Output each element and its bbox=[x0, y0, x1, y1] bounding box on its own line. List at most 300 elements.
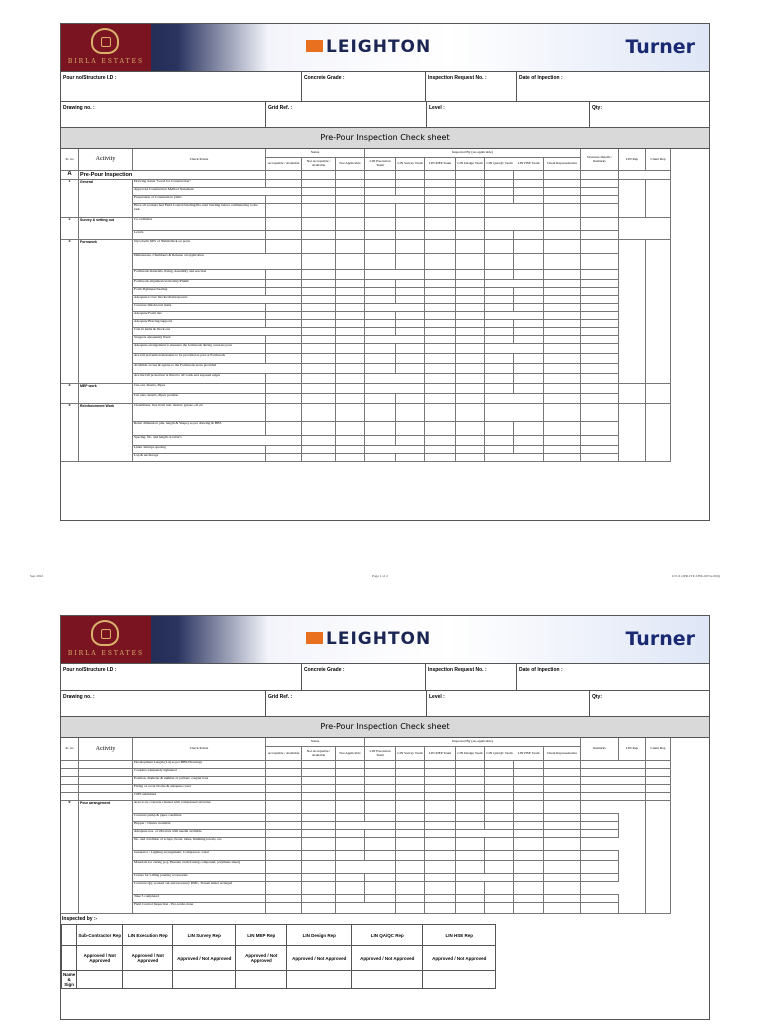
status-cell[interactable] bbox=[581, 785, 619, 793]
status-cell[interactable] bbox=[514, 344, 544, 354]
status-cell[interactable] bbox=[514, 851, 544, 861]
status-cell[interactable] bbox=[456, 769, 485, 777]
status-cell[interactable] bbox=[514, 874, 544, 882]
status-cell[interactable] bbox=[514, 830, 544, 838]
status-cell[interactable] bbox=[425, 882, 456, 895]
status-cell[interactable] bbox=[456, 218, 485, 231]
lin-rep-sign-cell[interactable] bbox=[619, 801, 646, 914]
status-cell[interactable] bbox=[425, 280, 456, 288]
status-cell[interactable] bbox=[514, 861, 544, 874]
status-cell[interactable] bbox=[365, 882, 396, 895]
status-cell[interactable] bbox=[425, 814, 456, 822]
status-cell[interactable] bbox=[456, 404, 485, 422]
status-cell[interactable] bbox=[456, 231, 485, 240]
status-cell[interactable] bbox=[266, 304, 302, 312]
status-cell[interactable] bbox=[336, 240, 365, 254]
approval-row-cell[interactable]: Approved / Not Approved bbox=[423, 946, 496, 971]
status-cell[interactable] bbox=[485, 364, 514, 374]
status-cell[interactable] bbox=[485, 761, 514, 769]
status-cell[interactable] bbox=[302, 218, 336, 231]
status-cell[interactable] bbox=[581, 851, 619, 861]
status-cell[interactable] bbox=[485, 204, 514, 218]
status-cell[interactable] bbox=[336, 180, 365, 188]
status-cell[interactable] bbox=[514, 204, 544, 218]
status-cell[interactable] bbox=[396, 793, 425, 801]
status-cell[interactable] bbox=[485, 861, 514, 874]
status-cell[interactable] bbox=[514, 296, 544, 304]
status-cell[interactable] bbox=[266, 785, 302, 793]
status-cell[interactable] bbox=[514, 196, 544, 204]
status-cell[interactable] bbox=[485, 320, 514, 328]
status-cell[interactable] bbox=[266, 328, 302, 336]
status-cell[interactable] bbox=[619, 785, 646, 793]
status-cell[interactable] bbox=[365, 822, 396, 830]
status-cell[interactable] bbox=[336, 793, 365, 801]
status-cell[interactable] bbox=[302, 344, 336, 354]
signature-cell[interactable] bbox=[123, 971, 173, 989]
status-cell[interactable] bbox=[425, 874, 456, 882]
status-cell[interactable] bbox=[456, 454, 485, 462]
status-cell[interactable] bbox=[544, 838, 581, 851]
status-cell[interactable] bbox=[266, 374, 302, 384]
status-cell[interactable] bbox=[336, 344, 365, 354]
status-cell[interactable] bbox=[456, 446, 485, 454]
status-cell[interactable] bbox=[485, 328, 514, 336]
status-cell[interactable] bbox=[266, 240, 302, 254]
status-cell[interactable] bbox=[514, 231, 544, 240]
status-cell[interactable] bbox=[514, 761, 544, 769]
status-cell[interactable] bbox=[544, 336, 581, 344]
status-cell[interactable] bbox=[266, 296, 302, 304]
status-cell[interactable] bbox=[336, 188, 365, 196]
status-cell[interactable] bbox=[544, 793, 581, 801]
status-cell[interactable] bbox=[514, 304, 544, 312]
status-cell[interactable] bbox=[456, 296, 485, 304]
status-cell[interactable] bbox=[302, 436, 336, 446]
status-cell[interactable] bbox=[456, 801, 485, 814]
status-cell[interactable] bbox=[266, 874, 302, 882]
status-cell[interactable] bbox=[485, 218, 514, 231]
status-cell[interactable] bbox=[581, 296, 619, 304]
status-cell[interactable] bbox=[336, 454, 365, 462]
status-cell[interactable] bbox=[302, 364, 336, 374]
status-cell[interactable] bbox=[544, 320, 581, 328]
status-cell[interactable] bbox=[365, 180, 396, 188]
status-cell[interactable] bbox=[396, 422, 425, 436]
status-cell[interactable] bbox=[544, 344, 581, 354]
status-cell[interactable] bbox=[581, 830, 619, 838]
status-cell[interactable] bbox=[581, 903, 619, 914]
status-cell[interactable] bbox=[425, 777, 456, 785]
status-cell[interactable] bbox=[365, 204, 396, 218]
status-cell[interactable] bbox=[396, 394, 425, 404]
qty-field[interactable]: Qty: bbox=[592, 105, 602, 111]
status-cell[interactable] bbox=[581, 196, 619, 204]
status-cell[interactable] bbox=[485, 903, 514, 914]
status-cell[interactable] bbox=[581, 422, 619, 436]
status-cell[interactable] bbox=[396, 769, 425, 777]
client-rep-sign-cell[interactable] bbox=[646, 218, 671, 240]
status-cell[interactable] bbox=[336, 903, 365, 914]
status-cell[interactable] bbox=[336, 838, 365, 851]
status-cell[interactable] bbox=[581, 364, 619, 374]
client-rep-sign-cell[interactable] bbox=[646, 384, 671, 404]
status-cell[interactable] bbox=[581, 354, 619, 364]
status-cell[interactable] bbox=[485, 196, 514, 204]
status-cell[interactable] bbox=[365, 384, 396, 394]
signature-cell[interactable] bbox=[352, 971, 423, 989]
status-cell[interactable] bbox=[581, 761, 619, 769]
status-cell[interactable] bbox=[266, 204, 302, 218]
status-cell[interactable] bbox=[302, 204, 336, 218]
status-cell[interactable] bbox=[266, 312, 302, 320]
status-cell[interactable] bbox=[456, 364, 485, 374]
status-cell[interactable] bbox=[266, 254, 302, 270]
status-cell[interactable] bbox=[425, 364, 456, 374]
status-cell[interactable] bbox=[581, 769, 619, 777]
status-cell[interactable] bbox=[514, 903, 544, 914]
status-cell[interactable] bbox=[302, 188, 336, 196]
status-cell[interactable] bbox=[544, 769, 581, 777]
status-cell[interactable] bbox=[581, 240, 619, 254]
lin-rep-sign-cell[interactable] bbox=[619, 218, 646, 240]
status-cell[interactable] bbox=[544, 280, 581, 288]
qty-field-2[interactable]: Qty: bbox=[592, 694, 602, 700]
status-cell[interactable] bbox=[544, 851, 581, 861]
status-cell[interactable] bbox=[336, 231, 365, 240]
status-cell[interactable] bbox=[544, 180, 581, 188]
status-cell[interactable] bbox=[456, 882, 485, 895]
status-cell[interactable] bbox=[396, 761, 425, 769]
status-cell[interactable] bbox=[514, 374, 544, 384]
status-cell[interactable] bbox=[544, 422, 581, 436]
status-cell[interactable] bbox=[302, 895, 336, 903]
status-cell[interactable] bbox=[365, 240, 396, 254]
status-cell[interactable] bbox=[581, 180, 619, 188]
status-cell[interactable] bbox=[544, 288, 581, 296]
status-cell[interactable] bbox=[514, 270, 544, 280]
status-cell[interactable] bbox=[365, 374, 396, 384]
status-cell[interactable] bbox=[365, 254, 396, 270]
status-cell[interactable] bbox=[581, 320, 619, 328]
approval-row-cell[interactable]: Approved / Not Approved bbox=[77, 946, 123, 971]
status-cell[interactable] bbox=[365, 814, 396, 822]
status-cell[interactable] bbox=[336, 785, 365, 793]
status-cell[interactable] bbox=[485, 336, 514, 344]
status-cell[interactable] bbox=[544, 296, 581, 304]
status-cell[interactable] bbox=[266, 336, 302, 344]
client-rep-sign-cell[interactable] bbox=[646, 240, 671, 384]
status-cell[interactable] bbox=[514, 769, 544, 777]
status-cell[interactable] bbox=[336, 822, 365, 830]
status-cell[interactable] bbox=[456, 204, 485, 218]
status-cell[interactable] bbox=[302, 777, 336, 785]
status-cell[interactable] bbox=[336, 288, 365, 296]
status-cell[interactable] bbox=[302, 861, 336, 874]
status-cell[interactable] bbox=[456, 188, 485, 196]
status-cell[interactable] bbox=[266, 830, 302, 838]
pour-structure-id-field-2[interactable]: Pour no/Structure I.D : bbox=[61, 664, 302, 690]
status-cell[interactable] bbox=[396, 296, 425, 304]
status-cell[interactable] bbox=[396, 364, 425, 374]
status-cell[interactable] bbox=[581, 814, 619, 822]
status-cell[interactable] bbox=[514, 354, 544, 364]
status-cell[interactable] bbox=[485, 769, 514, 777]
status-cell[interactable] bbox=[266, 404, 302, 422]
status-cell[interactable] bbox=[456, 761, 485, 769]
status-cell[interactable] bbox=[302, 280, 336, 288]
status-cell[interactable] bbox=[336, 384, 365, 394]
lin-rep-sign-cell[interactable] bbox=[619, 384, 646, 404]
status-cell[interactable] bbox=[396, 240, 425, 254]
pour-structure-id-field[interactable]: Pour no/Structure I.D : bbox=[61, 72, 302, 101]
status-cell[interactable] bbox=[456, 180, 485, 188]
status-cell[interactable] bbox=[266, 270, 302, 280]
status-cell[interactable] bbox=[514, 454, 544, 462]
status-cell[interactable] bbox=[425, 422, 456, 436]
status-cell[interactable] bbox=[336, 830, 365, 838]
status-cell[interactable] bbox=[544, 328, 581, 336]
status-cell[interactable] bbox=[425, 454, 456, 462]
status-cell[interactable] bbox=[266, 454, 302, 462]
status-cell[interactable] bbox=[396, 231, 425, 240]
status-cell[interactable] bbox=[514, 254, 544, 270]
concrete-grade-field-2[interactable]: Concrete Grade : bbox=[302, 664, 426, 690]
status-cell[interactable] bbox=[581, 801, 619, 814]
status-cell[interactable] bbox=[336, 254, 365, 270]
status-cell[interactable] bbox=[266, 288, 302, 296]
grid-ref-field[interactable]: Grid Ref. : bbox=[266, 102, 427, 127]
status-cell[interactable] bbox=[266, 280, 302, 288]
status-cell[interactable] bbox=[514, 822, 544, 830]
status-cell[interactable] bbox=[302, 793, 336, 801]
status-cell[interactable] bbox=[266, 364, 302, 374]
status-cell[interactable] bbox=[396, 270, 425, 280]
status-cell[interactable] bbox=[514, 394, 544, 404]
status-cell[interactable] bbox=[514, 280, 544, 288]
status-cell[interactable] bbox=[485, 814, 514, 822]
status-cell[interactable] bbox=[365, 801, 396, 814]
status-cell[interactable] bbox=[456, 814, 485, 822]
status-cell[interactable] bbox=[425, 312, 456, 320]
status-cell[interactable] bbox=[456, 344, 485, 354]
status-cell[interactable] bbox=[425, 288, 456, 296]
client-rep-sign-cell[interactable] bbox=[646, 801, 671, 914]
status-cell[interactable] bbox=[302, 312, 336, 320]
status-cell[interactable] bbox=[544, 785, 581, 793]
status-cell[interactable] bbox=[544, 874, 581, 882]
status-cell[interactable] bbox=[336, 374, 365, 384]
signature-cell[interactable] bbox=[173, 971, 236, 989]
status-cell[interactable] bbox=[544, 801, 581, 814]
status-cell[interactable] bbox=[456, 336, 485, 344]
drawing-no-field-2[interactable]: Drawing no. : bbox=[61, 691, 266, 716]
status-cell[interactable] bbox=[581, 384, 619, 394]
status-cell[interactable] bbox=[456, 785, 485, 793]
status-cell[interactable] bbox=[425, 851, 456, 861]
status-cell[interactable] bbox=[485, 288, 514, 296]
status-cell[interactable] bbox=[396, 822, 425, 830]
status-cell[interactable] bbox=[581, 280, 619, 288]
status-cell[interactable] bbox=[302, 296, 336, 304]
status-cell[interactable] bbox=[266, 188, 302, 196]
signature-cell[interactable] bbox=[77, 971, 123, 989]
status-cell[interactable] bbox=[365, 188, 396, 196]
approval-row-cell[interactable]: Approved / Not Approved bbox=[352, 946, 423, 971]
status-cell[interactable] bbox=[544, 394, 581, 404]
status-cell[interactable] bbox=[485, 446, 514, 454]
status-cell[interactable] bbox=[514, 188, 544, 196]
status-cell[interactable] bbox=[425, 270, 456, 280]
status-cell[interactable] bbox=[425, 895, 456, 903]
status-cell[interactable] bbox=[581, 436, 619, 446]
status-cell[interactable] bbox=[365, 320, 396, 328]
status-cell[interactable] bbox=[485, 830, 514, 838]
status-cell[interactable] bbox=[336, 436, 365, 446]
status-cell[interactable] bbox=[581, 328, 619, 336]
status-cell[interactable] bbox=[544, 404, 581, 422]
status-cell[interactable] bbox=[485, 270, 514, 280]
status-cell[interactable] bbox=[266, 895, 302, 903]
status-cell[interactable] bbox=[396, 830, 425, 838]
status-cell[interactable] bbox=[514, 312, 544, 320]
status-cell[interactable] bbox=[485, 312, 514, 320]
approval-row-cell[interactable]: Approved / Not Approved bbox=[123, 946, 173, 971]
status-cell[interactable] bbox=[514, 218, 544, 231]
status-cell[interactable] bbox=[425, 861, 456, 874]
status-cell[interactable] bbox=[425, 446, 456, 454]
status-cell[interactable] bbox=[456, 312, 485, 320]
status-cell[interactable] bbox=[646, 777, 671, 785]
status-cell[interactable] bbox=[581, 793, 619, 801]
status-cell[interactable] bbox=[302, 446, 336, 454]
status-cell[interactable] bbox=[425, 785, 456, 793]
status-cell[interactable] bbox=[302, 822, 336, 830]
status-cell[interactable] bbox=[425, 304, 456, 312]
status-cell[interactable] bbox=[336, 874, 365, 882]
status-cell[interactable] bbox=[456, 895, 485, 903]
status-cell[interactable] bbox=[456, 374, 485, 384]
status-cell[interactable] bbox=[365, 446, 396, 454]
status-cell[interactable] bbox=[485, 785, 514, 793]
status-cell[interactable] bbox=[302, 874, 336, 882]
status-cell[interactable] bbox=[396, 446, 425, 454]
status-cell[interactable] bbox=[581, 874, 619, 882]
status-cell[interactable] bbox=[646, 769, 671, 777]
status-cell[interactable] bbox=[425, 344, 456, 354]
status-cell[interactable] bbox=[302, 374, 336, 384]
status-cell[interactable] bbox=[396, 785, 425, 793]
status-cell[interactable] bbox=[581, 188, 619, 196]
status-cell[interactable] bbox=[485, 188, 514, 196]
status-cell[interactable] bbox=[456, 838, 485, 851]
status-cell[interactable] bbox=[336, 777, 365, 785]
status-cell[interactable] bbox=[396, 304, 425, 312]
status-cell[interactable] bbox=[425, 231, 456, 240]
status-cell[interactable] bbox=[302, 270, 336, 280]
status-cell[interactable] bbox=[514, 895, 544, 903]
status-cell[interactable] bbox=[266, 218, 302, 231]
status-cell[interactable] bbox=[456, 354, 485, 364]
status-cell[interactable] bbox=[485, 851, 514, 861]
status-cell[interactable] bbox=[302, 196, 336, 204]
status-cell[interactable] bbox=[336, 814, 365, 822]
status-cell[interactable] bbox=[514, 364, 544, 374]
status-cell[interactable] bbox=[396, 861, 425, 874]
status-cell[interactable] bbox=[485, 280, 514, 288]
status-cell[interactable] bbox=[544, 882, 581, 895]
status-cell[interactable] bbox=[544, 254, 581, 270]
status-cell[interactable] bbox=[266, 446, 302, 454]
status-cell[interactable] bbox=[544, 861, 581, 874]
status-cell[interactable] bbox=[425, 769, 456, 777]
status-cell[interactable] bbox=[456, 240, 485, 254]
status-cell[interactable] bbox=[485, 354, 514, 364]
status-cell[interactable] bbox=[514, 814, 544, 822]
status-cell[interactable] bbox=[365, 851, 396, 861]
status-cell[interactable] bbox=[581, 254, 619, 270]
status-cell[interactable] bbox=[266, 384, 302, 394]
status-cell[interactable] bbox=[581, 838, 619, 851]
status-cell[interactable] bbox=[544, 895, 581, 903]
status-cell[interactable] bbox=[266, 793, 302, 801]
status-cell[interactable] bbox=[302, 384, 336, 394]
status-cell[interactable] bbox=[581, 231, 619, 240]
status-cell[interactable] bbox=[266, 822, 302, 830]
signature-cell[interactable] bbox=[236, 971, 287, 989]
status-cell[interactable] bbox=[396, 188, 425, 196]
status-cell[interactable] bbox=[514, 404, 544, 422]
status-cell[interactable] bbox=[302, 404, 336, 422]
status-cell[interactable] bbox=[396, 895, 425, 903]
status-cell[interactable] bbox=[302, 769, 336, 777]
status-cell[interactable] bbox=[302, 320, 336, 328]
status-cell[interactable] bbox=[302, 394, 336, 404]
status-cell[interactable] bbox=[336, 895, 365, 903]
status-cell[interactable] bbox=[485, 344, 514, 354]
status-cell[interactable] bbox=[425, 328, 456, 336]
status-cell[interactable] bbox=[396, 454, 425, 462]
status-cell[interactable] bbox=[425, 793, 456, 801]
level-field[interactable]: Level : bbox=[427, 102, 590, 127]
status-cell[interactable] bbox=[302, 231, 336, 240]
lin-rep-sign-cell[interactable] bbox=[619, 180, 646, 218]
status-cell[interactable] bbox=[336, 204, 365, 218]
status-cell[interactable] bbox=[425, 204, 456, 218]
status-cell[interactable] bbox=[425, 254, 456, 270]
status-cell[interactable] bbox=[485, 874, 514, 882]
status-cell[interactable] bbox=[456, 851, 485, 861]
inspection-request-field-2[interactable]: Inspection Request No. : bbox=[426, 664, 517, 690]
status-cell[interactable] bbox=[396, 344, 425, 354]
status-cell[interactable] bbox=[425, 761, 456, 769]
status-cell[interactable] bbox=[396, 374, 425, 384]
signature-cell[interactable] bbox=[287, 971, 352, 989]
status-cell[interactable] bbox=[266, 180, 302, 188]
status-cell[interactable] bbox=[336, 354, 365, 364]
status-cell[interactable] bbox=[456, 874, 485, 882]
status-cell[interactable] bbox=[514, 838, 544, 851]
status-cell[interactable] bbox=[581, 404, 619, 422]
status-cell[interactable] bbox=[336, 861, 365, 874]
status-cell[interactable] bbox=[302, 336, 336, 344]
status-cell[interactable] bbox=[336, 328, 365, 336]
lin-rep-sign-cell[interactable] bbox=[619, 404, 646, 462]
status-cell[interactable] bbox=[302, 240, 336, 254]
status-cell[interactable] bbox=[646, 761, 671, 769]
status-cell[interactable] bbox=[581, 218, 619, 231]
status-cell[interactable] bbox=[485, 822, 514, 830]
